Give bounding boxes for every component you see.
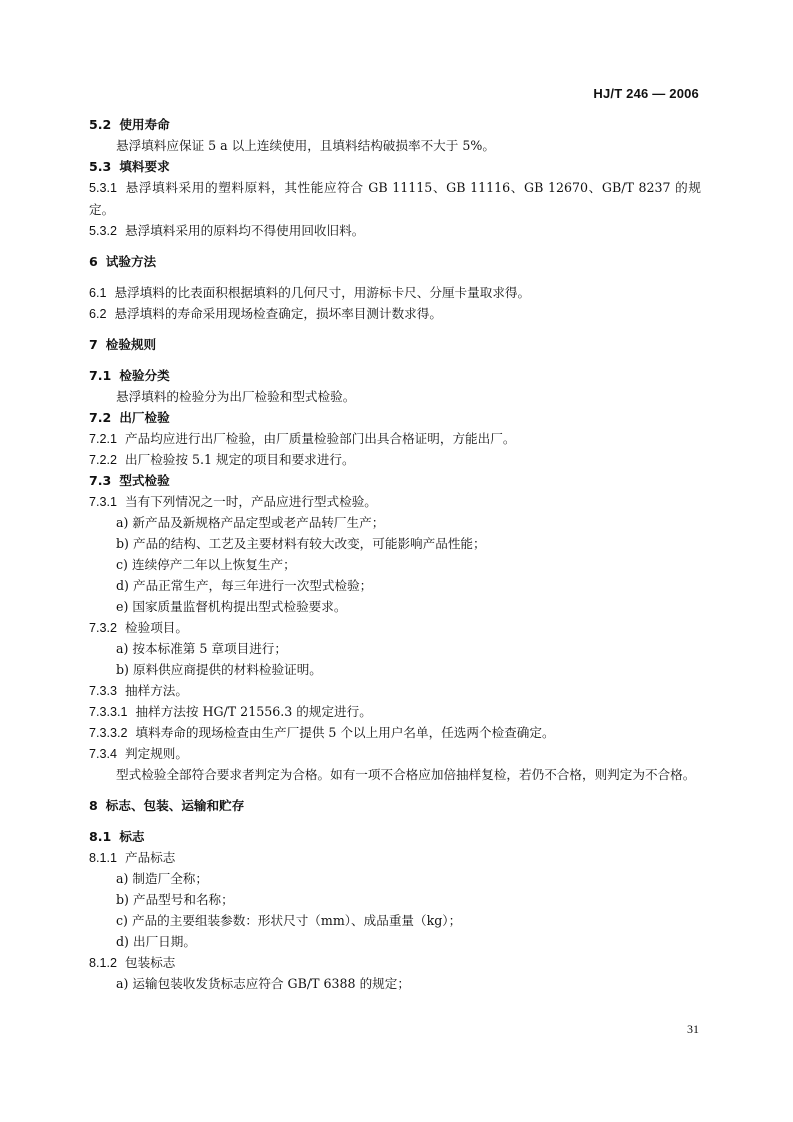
paragraph-line (89, 722, 701, 743)
paragraph-line (89, 491, 701, 512)
paragraph-line (89, 659, 701, 680)
section-heading (89, 365, 701, 386)
paragraph-line (89, 743, 701, 764)
clause-number: 7.2 (89, 410, 112, 425)
clause-text: 标志 (119, 829, 145, 844)
paragraph-line (89, 177, 701, 220)
paragraph-line (89, 617, 701, 638)
clause-text: a) 制造厂全称； (116, 871, 208, 886)
clause-text: 产品均应进行出厂检验，由厂质量检验部门出具合格证明，方能出厂。 (125, 431, 516, 446)
paragraph-line (89, 220, 701, 241)
section-heading (89, 251, 701, 272)
clause-text: 检验规则 (105, 337, 157, 352)
clause-text: 检验项目。 (125, 620, 188, 635)
clause-number: 7 (89, 337, 98, 352)
paragraph-line (89, 931, 701, 952)
clause-text: 出厂检验按 5.1 规定的项目和要求进行。 (125, 452, 355, 467)
paragraph-line (89, 386, 701, 407)
paragraph-line (89, 135, 701, 156)
section-heading (89, 334, 701, 355)
section-heading (89, 795, 701, 816)
page-number: 31 (687, 1022, 699, 1036)
clause-number: 7.3 (89, 473, 112, 488)
clause-text: d) 出厂日期。 (116, 934, 196, 949)
clause-text: c) 产品的主要组装参数：形状尺寸（mm）、成品重量（kg）； (116, 913, 462, 928)
clause-text: a) 新产品及新规格产品定型或老产品转厂生产； (116, 515, 385, 530)
clause-number: 8.1 (89, 829, 112, 844)
paragraph-line (89, 428, 701, 449)
section-heading (89, 470, 701, 491)
paragraph-line (89, 554, 701, 575)
clause-number: 8.1.1 (89, 851, 118, 865)
clause-text: e) 国家质量监督机构提出型式检验要求。 (116, 599, 347, 614)
clause-text: a) 按本标准第 5 章项目进行； (116, 641, 287, 656)
clause-number: 6.2 (89, 307, 107, 321)
paragraph-line (89, 449, 701, 470)
clause-text: a) 运输包装收发货标志应符合 GB/T 6388 的规定； (116, 976, 410, 991)
paragraph-line (89, 973, 701, 994)
paragraph-line (89, 575, 701, 596)
clause-number: 7.3.1 (89, 495, 118, 509)
clause-number: 7.3.4 (89, 747, 118, 761)
clause-number: 6.1 (89, 286, 107, 300)
clause-text: 出厂检验 (119, 410, 170, 425)
paragraph-line (89, 512, 701, 533)
clause-number: 8.1.2 (89, 956, 118, 970)
clause-number: 7.3.3.1 (89, 705, 128, 719)
paragraph-line (89, 910, 701, 931)
clause-text: b) 产品的结构、工艺及主要材料有较大改变，可能影响产品性能； (116, 536, 486, 551)
clause-text: 型式检验 (119, 473, 170, 488)
clause-number: 7.3.3.2 (89, 726, 128, 740)
clause-number: 7.1 (89, 368, 112, 383)
clause-number: 7.2.2 (89, 453, 118, 467)
clause-text: 悬浮填料采用的原料均不得使用回收旧料。 (125, 223, 365, 238)
clause-number: 6 (89, 254, 98, 269)
clause-text: b) 原料供应商提供的材料检验证明。 (116, 662, 322, 677)
clause-text: 悬浮填料的寿命采用现场检查确定，损坏率目测计数求得。 (114, 306, 442, 321)
paragraph-line (89, 533, 701, 554)
clause-text: 标志、包装、运输和贮存 (105, 798, 245, 813)
clause-text: 抽样方法按 HG/T 21556.3 的规定进行。 (135, 704, 372, 719)
clause-text: 当有下列情况之一时，产品应进行型式检验。 (125, 494, 377, 509)
paragraph-line (89, 638, 701, 659)
clause-number: 8 (89, 798, 98, 813)
section-heading (89, 114, 701, 135)
clause-text: 试验方法 (105, 254, 157, 269)
clause-text: 悬浮填料应保证 5 a 以上连续使用，且填料结构破损率不大于 5%。 (116, 138, 495, 153)
clause-text: 悬浮填料的比表面积根据填料的几何尺寸，用游标卡尺、分厘卡量取求得。 (114, 285, 531, 300)
clause-text: 产品标志 (125, 850, 176, 865)
clause-text: 悬浮填料采用的塑料原料，其性能应符合 GB 11115、GB 11116、GB 12670、GB/T 8237 的规定。 (89, 180, 701, 217)
section-heading (89, 156, 701, 177)
clause-text: c) 连续停产二年以上恢复生产； (116, 557, 296, 572)
paragraph-line (89, 847, 701, 868)
paragraph-line (89, 282, 701, 303)
clause-number: 7.3.2 (89, 621, 118, 635)
clause-number: 5.3.2 (89, 224, 118, 238)
section-heading (89, 826, 701, 847)
clause-number: 5.2 (89, 117, 112, 132)
paragraph-line (89, 680, 701, 701)
document-code: HJ/T 246 — 2006 (593, 86, 699, 101)
paragraph-line (89, 952, 701, 973)
clause-text: 填料要求 (119, 159, 170, 174)
paragraph-line (89, 303, 701, 324)
paragraph-line (89, 889, 701, 910)
clause-text: 填料寿命的现场检查由生产厂提供 5 个以上用户名单，任选两个检查确定。 (135, 725, 555, 740)
clause-number: 5.3 (89, 159, 112, 174)
paragraph-line (89, 701, 701, 722)
clause-number: 7.3.3 (89, 684, 118, 698)
clause-text: 包装标志 (125, 955, 176, 970)
clause-text: 使用寿命 (119, 117, 170, 132)
document-body (89, 114, 701, 994)
clause-text: 悬浮填料的检验分为出厂检验和型式检验。 (116, 389, 356, 404)
paragraph-line (89, 868, 701, 889)
clause-text: 型式检验全部符合要求者判定为合格。如有一项不合格应加倍抽样复检，若仍不合格，则判定为不合格。 (116, 767, 696, 782)
clause-text: 判定规则。 (125, 746, 188, 761)
clause-text: 抽样方法。 (125, 683, 188, 698)
clause-text: b) 产品型号和名称； (116, 892, 234, 907)
paragraph-line (89, 596, 701, 617)
paragraph-line (89, 764, 701, 785)
clause-text: d) 产品正常生产，每三年进行一次型式检验； (116, 578, 373, 593)
clause-number: 5.3.1 (89, 181, 118, 195)
section-heading (89, 407, 701, 428)
clause-number: 7.2.1 (89, 432, 118, 446)
clause-text: 检验分类 (119, 368, 170, 383)
